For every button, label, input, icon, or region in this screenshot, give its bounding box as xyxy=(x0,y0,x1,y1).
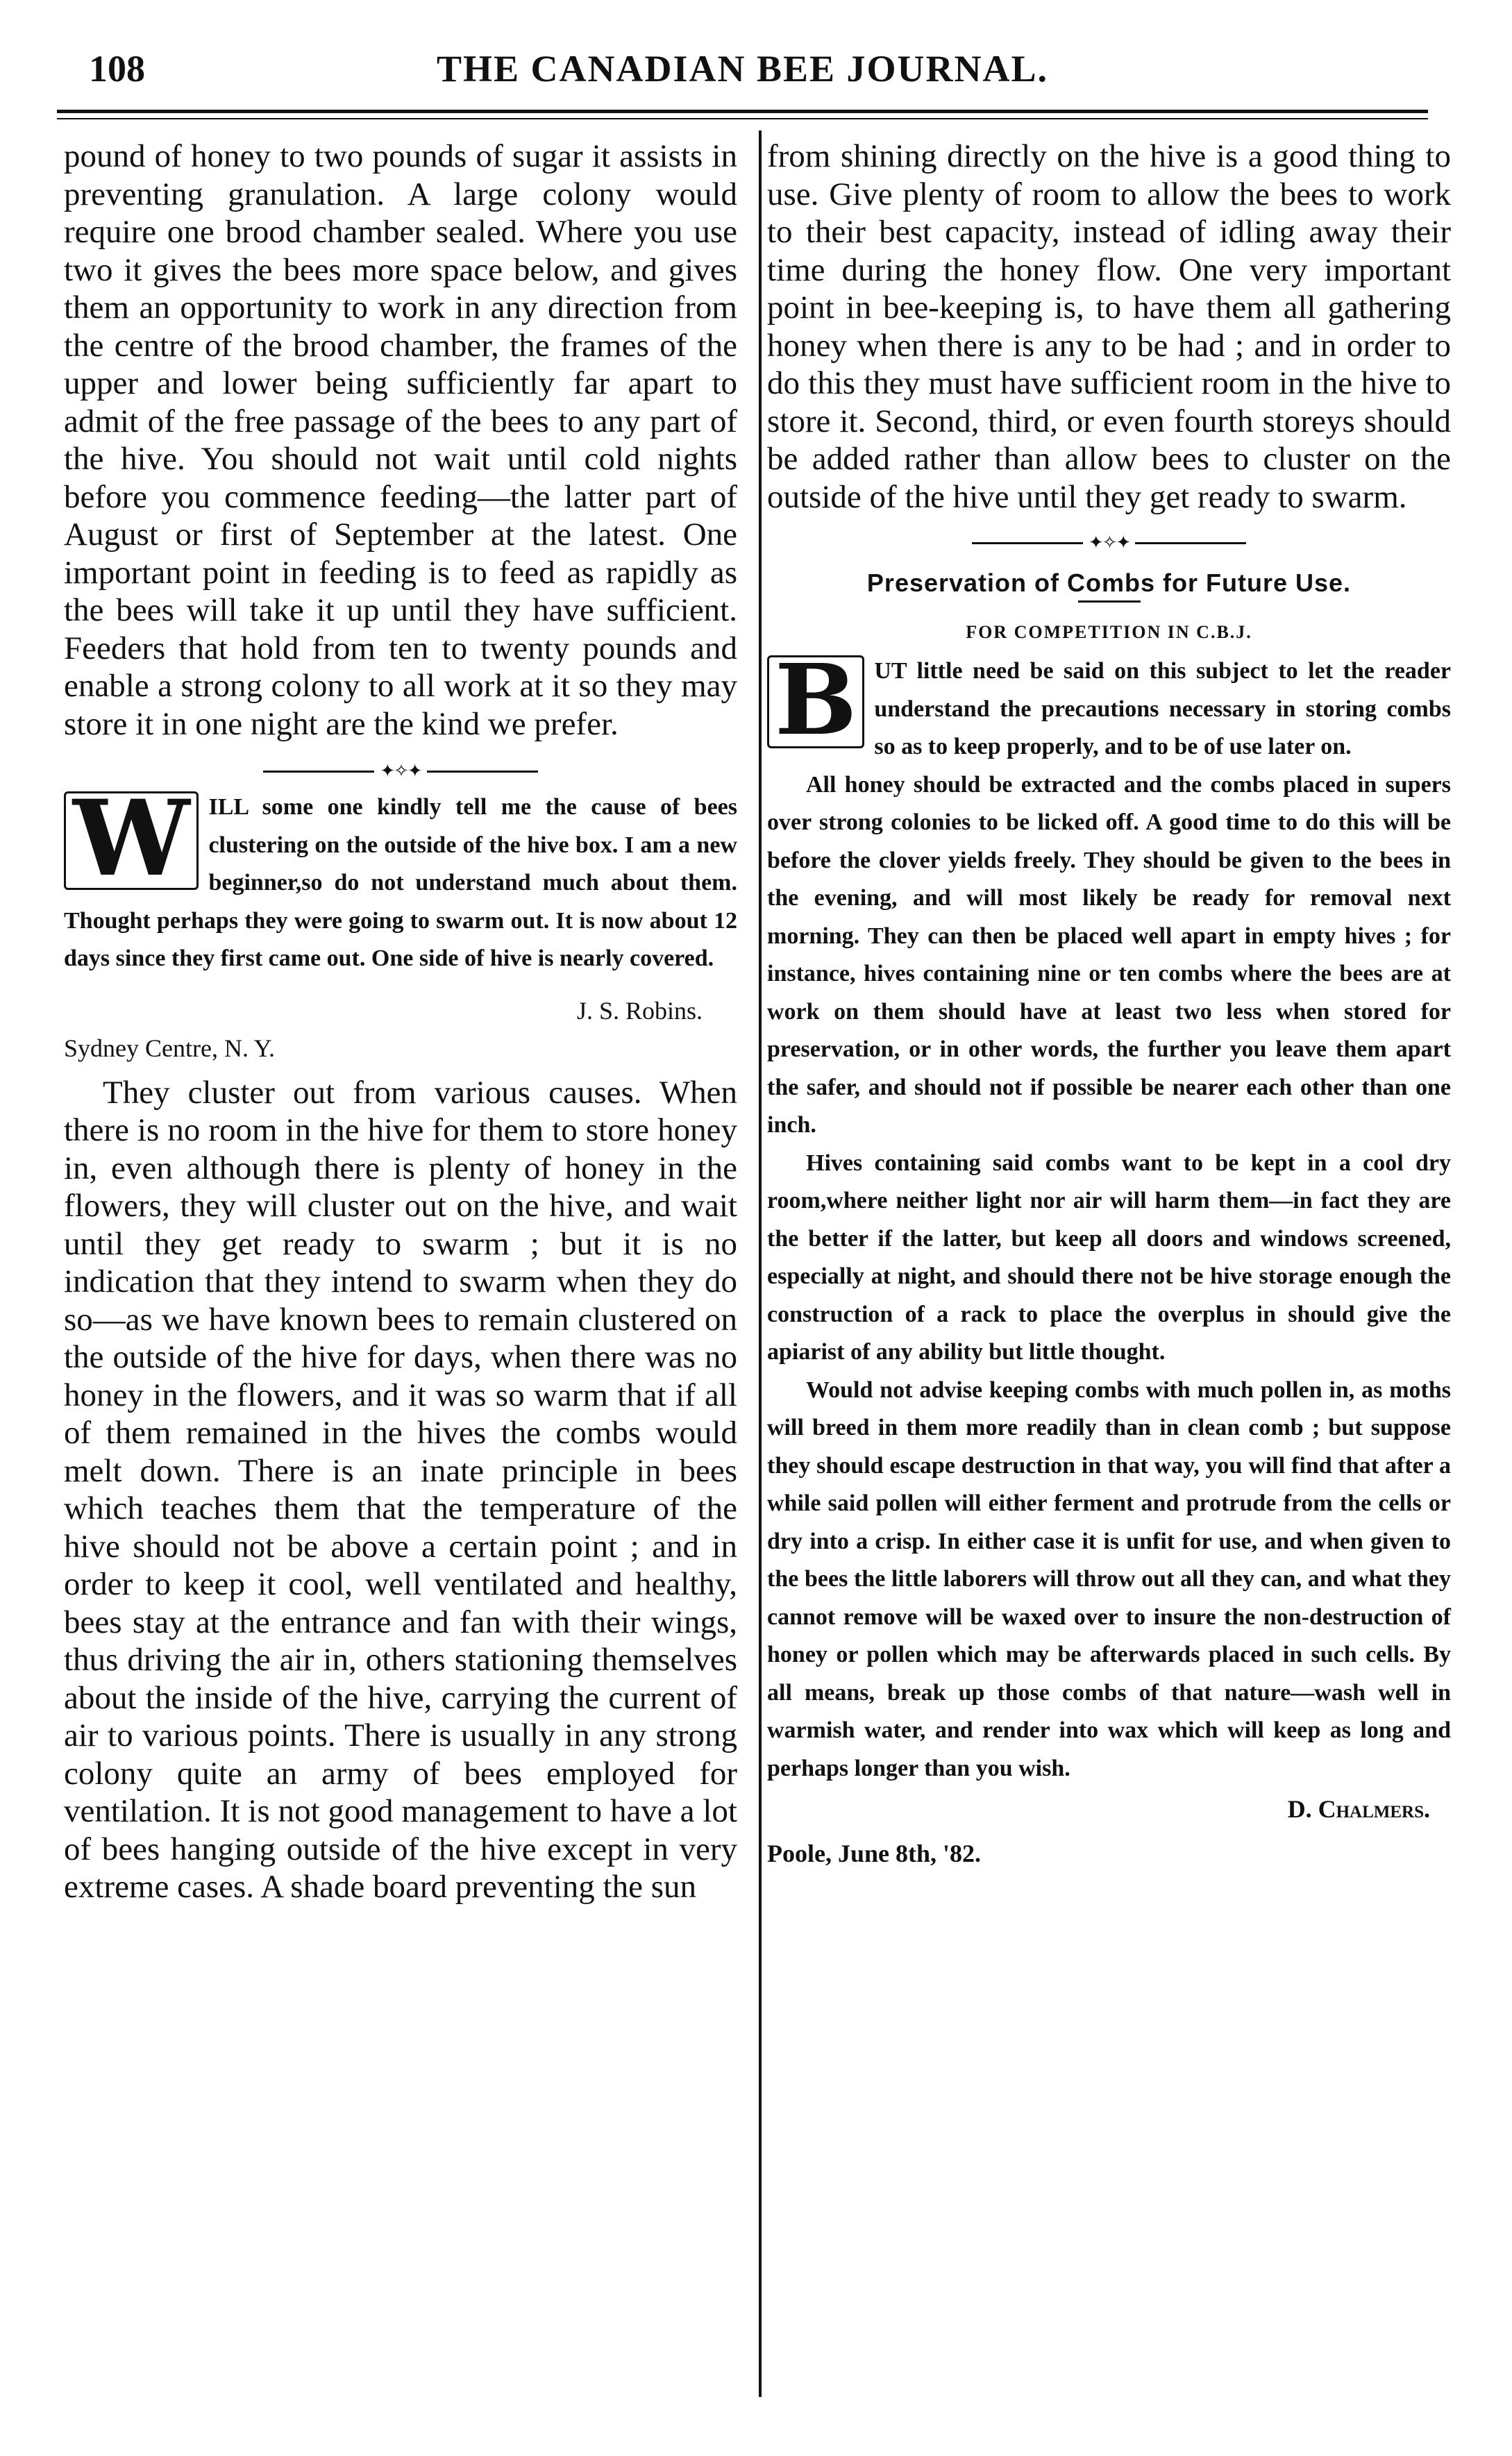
article-signature: D. Chalmers. xyxy=(1287,1795,1430,1823)
letter-place: Sydney Centre, N. Y. xyxy=(64,1034,275,1062)
ornament-divider-right: ✦✧✦ xyxy=(767,528,1451,556)
paragraph-pollen: Would not advise keeping combs with much pollen in, as moths will breed in them more readily than in clean comb ; but suppose they should escape destruction in that way, you will find that after a while said pollen will either ferment and protrude from the cells or dry into a crisp. In either case it is unfit for use, and when given to the bees the little laborers will throw out all they can, and what they cannot remove will be waxed over to insure the non-destruction of honey or pollen which may be afterwards placed in such cells. By all means, break up those combs of that nature—wash well in warmish water, and render into wax which will keep as long and perhaps longer than you wish. xyxy=(767,1377,1451,1781)
letter-question xyxy=(64,777,737,978)
intro-text: UT little need be said on this subject to let the reader understand the precautions necessary in storing combs so as to keep properly, and to be of use later on. xyxy=(874,658,1451,759)
paragraph-extraction: All honey should be extracted and the combs placed in supers over strong colonies to be licked off. A good time to do this will be before the clover yields freely. They should be given to the bees in the evening, and will most likely be ready for removal next morning. They can then be placed well apart in empty hives ; for instance, hives containing nine or ten combs where the bees are at work on them should have at least two less when stored for preservation, or in other words, the further you leave them apart the safer, and should not if possible be nearer each other than one inch. xyxy=(767,771,1451,1138)
column-divider xyxy=(759,131,762,2397)
article-place-date: Poole, June 8th, '82. xyxy=(767,1840,982,1867)
article-intro xyxy=(767,644,1451,766)
paragraph-continuation: from shining directly on the hive is a good thing to use. Give plenty of room to allow the bees to work to their best capacity, instead of idling away their time during the honey flow. One very important point in bee-keeping is, to have them all gathering honey when there is any to be had ; and in order to do this they must have sufficient room in the hive to store it. Second, third, or even fourth storeys should be added rather than allow bees to cluster on the outside of the hive until they get ready to swarm. xyxy=(767,138,1451,515)
dropcap-w: W xyxy=(64,791,199,890)
header-rule-thin xyxy=(57,118,1428,119)
paragraph-answer: They cluster out from various causes. When there is no room in the hive for them to store honey in, even although there is plenty of honey in the flowers, they will cluster out on the hive, and wait until they get ready to swarm ; but it is no indication that they intend to swarm when they do so—as we have known bees to remain clustered on the outside of the hive for days, when there was no honey in the flowers, and it was so warm that if all of them remained in the hives the combs would melt down. There is an inate principle in bees which teaches them that the temperature of the hive should not be above a certain point ; and in order to keep it cool, well ventilated and healthy, bees stay at the entrance and fan with their wings, thus driving the air in, others stationing themselves about the inside of the hive, carrying the current of air to various points. There is usually in any strong colony quite an army of bees employed for ventilation. It is not good management to have a lot of bees hanging outside of the hive except in very extreme cases. A shade board preventing the sun xyxy=(64,1074,737,1905)
dropcap-b: B xyxy=(767,655,864,748)
header-rule-thick xyxy=(57,110,1428,113)
paragraph-feeding: pound of honey to two pounds of sugar it assists in preventing granulation. A large colony would require one brood chamber sealed. Where you use two it gives the bees more space below, and gives them an opportunity to work in any direction from the centre of the brood chamber, the frames of the upper and lower being sufficiently far apart to admit of the free passage of the bees to any part of the hive. You should not wait until cold nights before you commence feeding—the latter part of August or first of September at the latest. One important point in feeding is to feed as rapidly as the bees will take it up until they have sufficient. Feeders that hold from ten to twenty pounds and enable a strong colony to all work at it so they may store it in one night are the kind we prefer. xyxy=(64,138,737,742)
page-number: 108 xyxy=(89,48,145,90)
competition-note: FOR COMPETITION IN C.B.J. xyxy=(966,622,1252,642)
page-header xyxy=(57,47,1428,96)
paragraph-storage: Hives containing said combs want to be kept in a cool dry room,where neither light nor air will harm them—in fact they are the better if the latter, but keep all doors and windows screened, especially at night, and should there not be hive storage enough the construction of a rack to place the overplus in should give the apiarist of any ability but little thought. xyxy=(767,1150,1451,1365)
letter-signature: J. S. Robins. xyxy=(576,996,703,1025)
title-rule xyxy=(1078,600,1141,603)
letter-text: ILL some one kindly tell me the cause of bees clustering on the outside of the hive box. I am a new beginner,so do not understand much about them. Thought perhaps they were going to swarm out. It is now about 12 days since they first came out. One side of hive is nearly covered. xyxy=(64,794,737,971)
journal-title: THE CANADIAN BEE JOURNAL. xyxy=(436,48,1049,90)
right-column xyxy=(767,137,1451,1872)
ornament-divider: ✦✧✦ xyxy=(64,757,737,784)
left-column xyxy=(64,137,737,1906)
article-title: Preservation of Combs for Future Use. xyxy=(866,569,1352,597)
